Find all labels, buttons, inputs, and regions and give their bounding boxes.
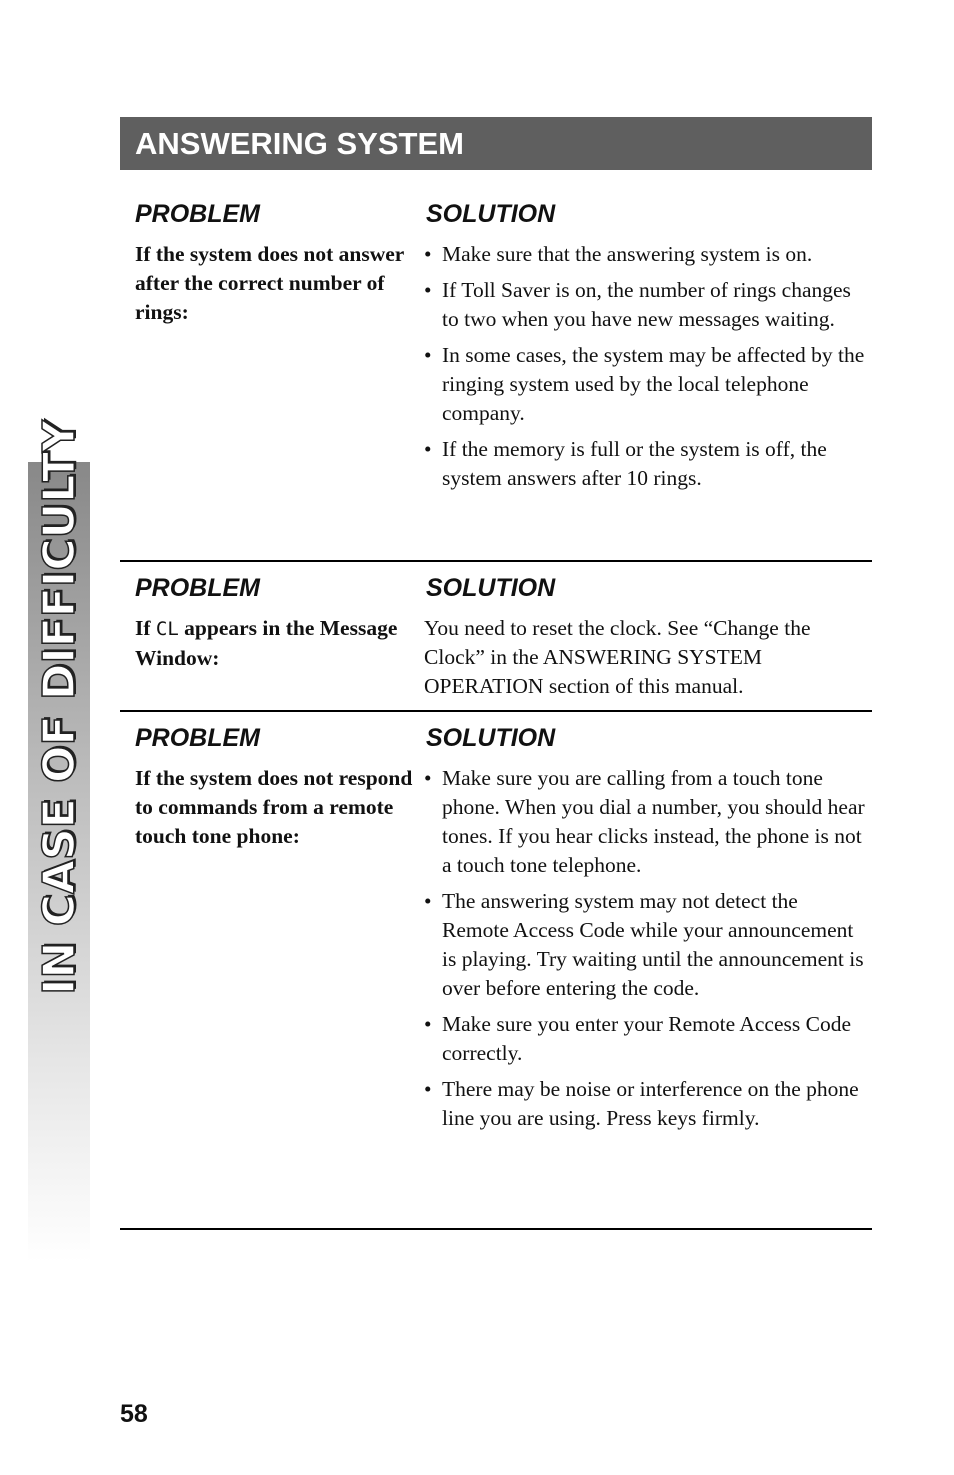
problem-label: PROBLEM xyxy=(135,200,260,228)
problem-label: PROBLEM xyxy=(135,724,260,752)
solution-label: SOLUTION xyxy=(426,200,556,228)
solution-label: SOLUTION xyxy=(426,574,556,602)
solution-bullet: • The answering system may not detect the Remote Access Code while your announcement is playing. Try waiting until the announcement is over before entering the code. xyxy=(424,889,864,1000)
solution-bullet: • Make sure you enter your Remote Access Code correctly. xyxy=(424,1012,851,1065)
solution-bullet: • Make sure that the answering system is on. xyxy=(424,242,813,266)
page-number: 58 xyxy=(120,1400,148,1428)
solution-list xyxy=(424,764,869,1140)
solution-text: You need to reset the clock. See “Change the Clock” in the ANSWERING SYSTEM OPERATION section of this manual. xyxy=(424,616,811,698)
problem-text: If the system does not answer after the correct number of rings: xyxy=(135,242,404,324)
solution-list xyxy=(424,240,869,500)
solution-bullet: • There may be noise or interference on the phone line you are using. Press keys firmly. xyxy=(424,1077,859,1130)
problem-text: If the system does not respond to commands from a remote touch tone phone: xyxy=(135,766,413,848)
section-header xyxy=(120,117,872,170)
problem-text: If CL appears in the Message Window: xyxy=(135,616,398,670)
solution-label: SOLUTION xyxy=(426,724,556,752)
solution-bullet: • In some cases, the system may be affected by the ringing system used by the local telephone company. xyxy=(424,343,865,425)
section-title: ANSWERING SYSTEM xyxy=(135,125,464,161)
troubleshoot-section-1 xyxy=(120,190,872,562)
display-code: CL xyxy=(155,618,179,640)
solution-bullet: • If the memory is full or the system is off, the system answers after 10 rings. xyxy=(424,437,827,490)
solution-bullet: • If Toll Saver is on, the number of rings changes to two when you have new messages waiting. xyxy=(424,278,851,331)
side-tab-label: IN CASE OF DIFFICULTY xyxy=(33,419,85,995)
troubleshoot-section-3 xyxy=(120,714,872,1230)
solution-bullet: • Make sure you are calling from a touch tone phone. When you dial a number, you should hear tones. If you hear clicks instead, the phone is not a touch tone telephone. xyxy=(424,766,865,877)
problem-label: PROBLEM xyxy=(135,574,260,602)
side-tab-label-wrap xyxy=(28,419,90,995)
troubleshoot-section-2 xyxy=(120,564,872,712)
